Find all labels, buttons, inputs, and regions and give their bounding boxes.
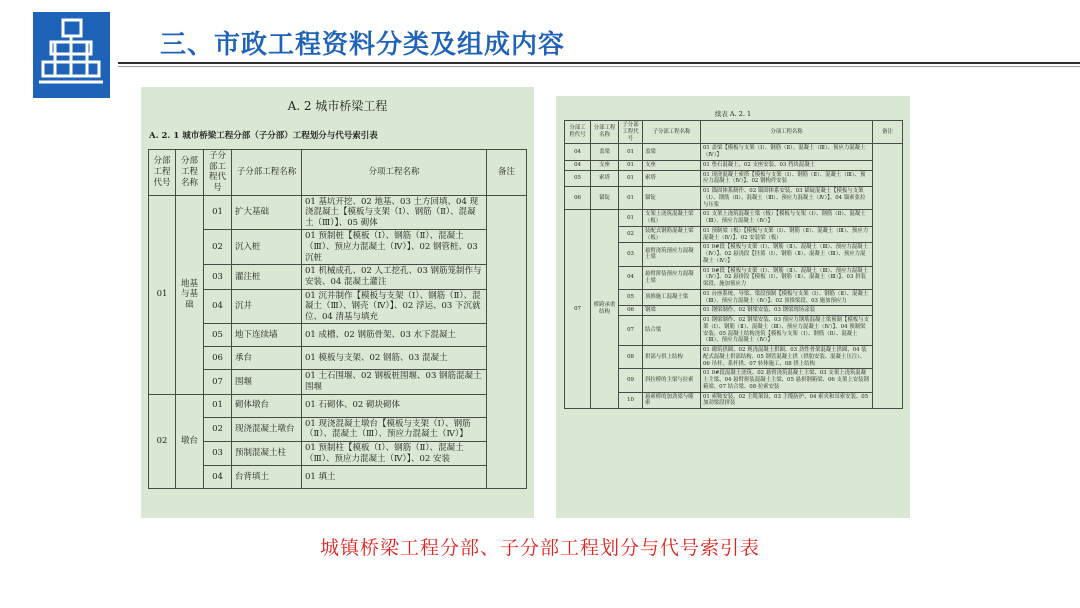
sub-name: 沉入桩 xyxy=(232,230,302,265)
table-row xyxy=(149,265,527,289)
sub-name: 装配式钢筋混凝土梁（板） xyxy=(643,226,701,243)
sub-name: 悬索桥的加劲梁与缆索 xyxy=(643,392,701,409)
sub-code: 02 xyxy=(619,226,643,243)
item-names: 01 钢梁制作、02 钢梁安装、03 预应力钢筋混凝土梁预制【模板与支架（Ⅰ）、钢筋（Ⅱ）、混凝土（Ⅲ）、预应力混凝土（Ⅳ）】、04 预制梁安装、05 混凝土结构浇筑【模板与支架（Ⅰ）、钢筋（Ⅱ）、混凝土（Ⅲ）、预应力混凝土（Ⅳ）】 xyxy=(701,316,873,346)
continued-division-table xyxy=(564,120,903,409)
item-names: 01 砌筑拱圈、02 现浇混凝土拱圈、03 劲性骨架混凝土拱圈、04 装配式混凝土拱部结构、05 钢管混凝土拱（拱肋安装、混凝土压注）、06 吊杆、系杆拱、07 转体施工、08 拱上结构 xyxy=(701,346,873,369)
col-header: 子分部工程名称 xyxy=(232,150,302,196)
col-header: 分项工程名称 xyxy=(302,150,487,196)
sub-code: 06 xyxy=(204,347,232,370)
title-divider-thin xyxy=(118,66,1080,67)
division-code: 07 xyxy=(565,210,591,409)
table-row xyxy=(149,370,527,394)
item-names: 01 现浇混凝土墩台【模板与支架（Ⅰ）、钢筋（Ⅱ）、混凝土（Ⅲ）、预应力混凝土（Ⅳ）】 xyxy=(302,417,487,441)
item-names: 01 垫石混凝土、02 支座安装、03 挡块混凝土 xyxy=(701,160,873,170)
sub-code: 01 xyxy=(619,210,643,227)
sub-code: 03 xyxy=(204,265,232,289)
col-header: 分部工程名称 xyxy=(176,150,204,196)
sub-code: 01 xyxy=(619,144,643,161)
item-names: 01 台座系统、导梁、梁段预制【模板与支架（Ⅰ）、钢筋（Ⅱ）、混凝土（Ⅲ）、预应力混凝土（Ⅳ）】、02 顶推梁段、03 施加预应力 xyxy=(701,289,873,306)
col-header: 子分部工程名称 xyxy=(643,121,701,144)
cscec-logo-icon xyxy=(33,12,110,98)
division-name: 锚锭 xyxy=(591,187,619,210)
division-code: 02 xyxy=(149,394,176,489)
item-names: 01 成槽、02 钢筋骨架、03 水下混凝土 xyxy=(302,324,487,347)
col-header: 分部工程名称 xyxy=(591,121,619,144)
division-code: 05 xyxy=(565,170,591,187)
item-names: 01 预制桩【模板（Ⅰ）、钢筋（Ⅱ）、混凝土（Ⅲ）、预应力混凝土（Ⅳ）】、02 钢管桩、03 沉桩 xyxy=(302,230,487,265)
item-names: 01 索鞍安装、02 主缆架设、03 主缆防护、04 索夹和吊索安装、05 加劲梁段拼装 xyxy=(701,392,873,409)
table-row xyxy=(565,187,903,210)
sub-name: 现浇混凝土墩台 xyxy=(232,417,302,441)
sub-code: 03 xyxy=(204,441,232,465)
division-code: 04 xyxy=(565,160,591,170)
sub-code: 09 xyxy=(619,369,643,392)
sub-name: 结合梁 xyxy=(643,316,701,346)
item-names: 01 机械成孔、02 人工挖孔、03 钢筋笼制作与安装、04 混凝土灌注 xyxy=(302,265,487,289)
sub-code: 05 xyxy=(204,324,232,347)
sub-name: 台背填土 xyxy=(232,466,302,489)
company-logo xyxy=(33,12,110,98)
item-names: 01 钢梁制作、02 钢梁安装、03 钢梁现场涂装 xyxy=(701,306,873,316)
sub-name: 顶推施工混凝土梁 xyxy=(643,289,701,306)
sub-code: 07 xyxy=(619,316,643,346)
item-names: 01 0#段【模板与支架（Ⅰ）、钢筋（Ⅱ）、混凝土（Ⅲ）、预应力混凝土（Ⅳ）】、02 悬浇段【挂篮（Ⅰ）、钢筋（Ⅱ）、混凝土（Ⅲ）、预应力混凝土（Ⅳ）】 xyxy=(701,243,873,266)
division-name: 桥跨承重结构 xyxy=(591,210,619,409)
col-header: 分项工程名称 xyxy=(701,121,873,144)
bridge-table-panel xyxy=(141,87,534,518)
sub-code: 04 xyxy=(204,289,232,324)
sub-name: 地下连续墙 xyxy=(232,324,302,347)
sub-name: 预制混凝土柱 xyxy=(232,441,302,465)
division-name: 盖梁 xyxy=(591,144,619,161)
sub-code: 06 xyxy=(619,306,643,316)
sub-name: 盖梁 xyxy=(643,144,701,161)
col-header: 备注 xyxy=(873,121,903,144)
remarks-cell xyxy=(873,144,903,409)
item-names: 01 模板与支架、02 钢筋、03 混凝土 xyxy=(302,347,487,370)
division-name: 地基与基础 xyxy=(176,195,204,394)
sub-code: 02 xyxy=(204,230,232,265)
table-row xyxy=(565,160,903,170)
sub-name: 索塔 xyxy=(643,170,701,187)
sub-code: 05 xyxy=(619,289,643,306)
sub-name: 悬臂浇筑预应力混凝土梁 xyxy=(643,243,701,266)
sub-code: 01 xyxy=(619,160,643,170)
item-names: 01 预制柱【模板（Ⅰ）、钢筋（Ⅱ）、混凝土（Ⅲ）、预应力混凝土（Ⅳ）】、02 安装 xyxy=(302,441,487,465)
sub-name: 围堰 xyxy=(232,370,302,394)
sub-code: 08 xyxy=(619,346,643,369)
col-header: 子分部工程代号 xyxy=(619,121,643,144)
item-names: 01 现浇混凝土索塔【模板与支架（Ⅰ）、钢筋（Ⅱ）、混凝土（Ⅲ）、预应力混凝土（Ⅳ）】、02 钢构件安装 xyxy=(701,170,873,187)
table-header-row xyxy=(149,150,527,196)
table-title: A. 2 城市桥梁工程 xyxy=(287,99,388,113)
sub-code: 07 xyxy=(204,370,232,394)
item-names: 01 土石围堰、02 钢板桩围堰、03 钢筋混凝土围堰 xyxy=(302,370,487,394)
division-name: 支座 xyxy=(591,160,619,170)
item-names: 01 0#段【模板与支架（Ⅰ）、钢筋（Ⅱ）、混凝土（Ⅲ）、预应力混凝土（Ⅳ）】、02 悬拼段【模板（Ⅰ）、钢筋（Ⅱ）、混凝土（Ⅲ）】、03 拼装梁段、施加预应力 xyxy=(701,266,873,289)
division-name: 索塔 xyxy=(591,170,619,187)
col-header: 分部工程代号 xyxy=(565,121,591,144)
table-row xyxy=(149,441,527,465)
table-row xyxy=(149,417,527,441)
table-row xyxy=(565,170,903,187)
sub-code: 03 xyxy=(619,243,643,266)
item-names: 01 0#段混凝土浇筑、02 悬臂浇筑混凝土主梁、03 支架上浇筑混凝土主梁、04 悬臂拼装混凝土主梁、05 悬拼钢箱梁、06 支架上安装钢箱梁、07 结合梁、08 拉索安装 xyxy=(701,369,873,392)
item-names: 01 支架上浇筑混凝土梁（板）【模板与支架（Ⅰ）、钢筋（Ⅱ）、混凝土（Ⅲ）、预应力混凝土（Ⅳ）】 xyxy=(701,210,873,227)
sub-code: 04 xyxy=(619,266,643,289)
sub-code: 01 xyxy=(619,187,643,210)
sub-name: 支座 xyxy=(643,160,701,170)
division-code: 01 xyxy=(149,195,176,394)
table-row xyxy=(149,324,527,347)
table-row xyxy=(149,195,527,230)
sub-code: 01 xyxy=(204,394,232,417)
sub-name: 扩大基础 xyxy=(232,195,302,230)
sub-name: 锚锭 xyxy=(643,187,701,210)
item-names: 01 沉井制作【模板与支架（Ⅰ）、钢筋（Ⅱ）、混凝土（Ⅲ）、钢壳（Ⅳ）】、02 浮运、03 下沉就位、04 清基与填充 xyxy=(302,289,487,324)
sub-code: 02 xyxy=(204,417,232,441)
item-names: 01 预制梁（板）【模板与支架（Ⅰ）、钢筋（Ⅱ）、混凝土（Ⅲ）、预应力混凝土（Ⅳ）】、02 安装梁（板） xyxy=(701,226,873,243)
table-row xyxy=(149,394,527,417)
division-name: 墩台 xyxy=(176,394,204,489)
col-header: 子分部工程代号 xyxy=(204,150,232,196)
sub-code: 04 xyxy=(204,466,232,489)
title-divider xyxy=(118,62,1080,64)
remarks-cell xyxy=(487,195,527,489)
continued-table-title: 续表 A. 2. 1 xyxy=(714,110,752,118)
slide-title: 三、市政工程资料分类及组成内容 xyxy=(160,30,566,60)
item-names: 01 锚固体系制作、02 锚固体系安装、03 锚碇混凝土【模板与支架（Ⅰ）、钢筋（Ⅱ）、混凝土（Ⅲ）、预应力混凝土（Ⅳ）】、04 锚索张拉与压浆 xyxy=(701,187,873,210)
division-table xyxy=(148,149,527,489)
sub-name: 支架上浇筑混凝土梁（板） xyxy=(643,210,701,227)
division-code: 06 xyxy=(565,187,591,210)
table-row xyxy=(149,466,527,489)
sub-code: 01 xyxy=(204,195,232,230)
item-names: 01 石砌体、02 砌块砌体 xyxy=(302,394,487,417)
sub-name: 砌体墩台 xyxy=(232,394,302,417)
sub-name: 拱部与拱上结构 xyxy=(643,346,701,369)
division-code: 04 xyxy=(565,144,591,161)
table-row xyxy=(149,289,527,324)
table-row xyxy=(565,144,903,161)
figure-caption: 城镇桥梁工程分部、子分部工程划分与代号索引表 xyxy=(319,537,760,559)
item-names: 01 基坑开挖、02 地基、03 土方回填、04 现浇混凝土【模板与支架（Ⅰ）、钢筋（Ⅱ）、混凝土（Ⅲ）】、05 砌体 xyxy=(302,195,487,230)
sub-name: 沉井 xyxy=(232,289,302,324)
table-header-row xyxy=(565,121,903,144)
table-row xyxy=(565,210,903,227)
table-subtitle: A. 2. 1 城市桥梁工程分部（子分部）工程划分与代号索引表 xyxy=(149,131,378,141)
col-header: 分部工程代号 xyxy=(149,150,176,196)
sub-name: 钢梁 xyxy=(643,306,701,316)
item-names: 01 填土 xyxy=(302,466,487,489)
sub-name: 灌注桩 xyxy=(232,265,302,289)
table-row xyxy=(149,230,527,265)
sub-name: 承台 xyxy=(232,347,302,370)
table-row xyxy=(149,347,527,370)
continued-table-panel xyxy=(556,96,910,518)
sub-name: 斜拉桥的主梁与拉索 xyxy=(643,369,701,392)
sub-code: 01 xyxy=(619,170,643,187)
sub-name: 悬臂拼装预应力混凝土梁 xyxy=(643,266,701,289)
col-header: 备注 xyxy=(487,150,527,196)
sub-code: 10 xyxy=(619,392,643,409)
item-names: 01 盖梁【模板与支架（Ⅰ）、钢筋（Ⅱ）、混凝土（Ⅲ）、预应力混凝土（Ⅳ）】 xyxy=(701,144,873,161)
